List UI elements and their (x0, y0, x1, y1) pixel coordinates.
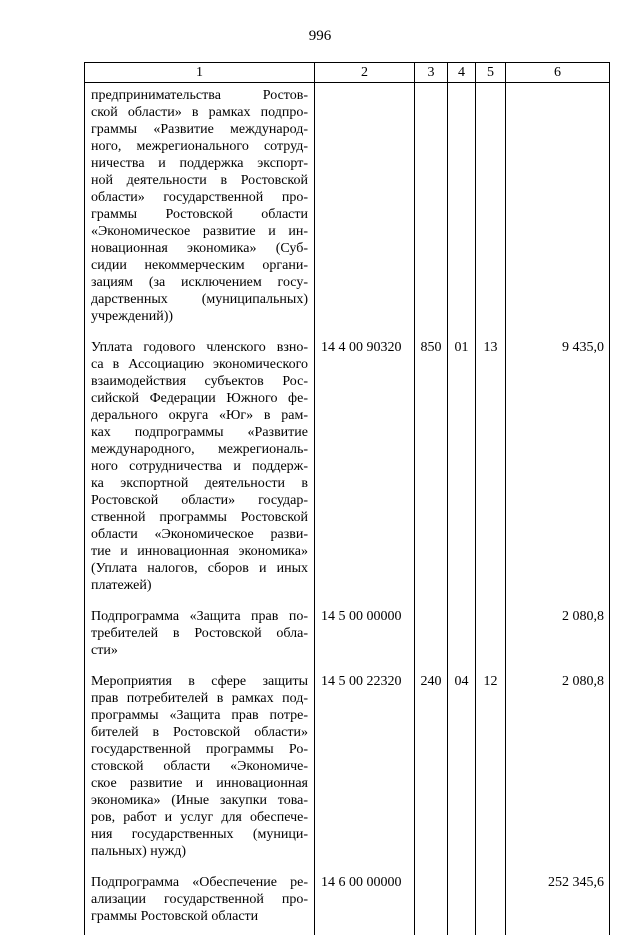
description-line: ализации государственной про- (91, 892, 308, 907)
description-line: ного сотрудничества и поддерж- (91, 459, 308, 474)
amount: 2 080,8 (506, 669, 610, 870)
row-description (85, 83, 315, 336)
description-line: новационная экономика» (Суб- (91, 241, 308, 256)
table-row (85, 335, 610, 604)
description-line: ров, работ и услуг для обеспече- (91, 810, 308, 825)
column-header: 6 (506, 63, 610, 83)
description-line: зациям (за исключением госу- (91, 275, 308, 290)
column-header: 4 (448, 63, 476, 83)
description-line: «Экономическое развитие и ин- (91, 224, 308, 239)
description-line: Ростовской области» государ- (91, 493, 308, 508)
description-line: государственной программы Ро- (91, 742, 308, 757)
description-line: бителей в Ростовской области» (91, 725, 308, 740)
description-line: дерального округа «Юг» в рам- (91, 408, 308, 423)
subsection-code (476, 604, 506, 669)
amount: 2 080,8 (506, 604, 610, 669)
row-description (85, 870, 315, 935)
table-row (85, 669, 610, 870)
row-description (85, 604, 315, 669)
description-line: дарственных (муниципальных) (91, 292, 308, 307)
description-line: требителей в Ростовской обла- (91, 626, 308, 641)
description-line: предпринимательства Ростов- (91, 88, 308, 103)
description-line: платежей) (91, 578, 152, 593)
description-line: международного, межрегиональ- (91, 442, 308, 457)
description-line: са в Ассоциацию экономического (91, 357, 308, 372)
description-line: сидии некоммерческим органи- (91, 258, 308, 273)
expense-type-code (415, 870, 448, 935)
description-line: Подпрограмма «Обеспечение ре- (91, 875, 308, 890)
section-code: 01 (448, 335, 476, 604)
header-row (85, 63, 610, 83)
description-line: ной деятельности в Ростовской (91, 173, 308, 188)
column-header: 3 (415, 63, 448, 83)
expense-type-code (415, 83, 448, 336)
description-line: граммы Ростовской области (91, 207, 308, 222)
description-line: ское развитие и инновационная (91, 776, 308, 791)
description-line: граммы «Развитие международ- (91, 122, 308, 137)
description-line: ничества и поддержка экспорт- (91, 156, 308, 171)
column-header: 5 (476, 63, 506, 83)
description-line: прав потребителей в рамках под- (91, 691, 308, 706)
description-line: экономика» (Иные закупки това- (91, 793, 308, 808)
section-code: 04 (448, 669, 476, 870)
description-line: Мероприятия в сфере защиты (91, 674, 308, 689)
description-line: ственной программы Ростовской (91, 510, 308, 525)
description-line: сийской Федерации Южного фе- (91, 391, 308, 406)
row-description (85, 335, 315, 604)
row-description (85, 669, 315, 870)
budget-code: 14 4 00 90320 (315, 335, 415, 604)
description-line: области «Экономическое разви- (91, 527, 308, 542)
budget-code (315, 83, 415, 336)
budget-code: 14 5 00 00000 (315, 604, 415, 669)
subsection-code: 12 (476, 669, 506, 870)
description-line: стовской области «Экономиче- (91, 759, 308, 774)
subsection-code (476, 870, 506, 935)
subsection-code: 13 (476, 335, 506, 604)
subsection-code (476, 83, 506, 336)
description-line: (Уплата налогов, сборов и иных (91, 561, 308, 576)
description-line: Подпрограмма «Защита прав по- (91, 609, 308, 624)
section-code (448, 604, 476, 669)
description-line: Уплата годового членского взно- (91, 340, 308, 355)
section-code (448, 870, 476, 935)
description-line: сти» (91, 643, 118, 658)
description-line: ного, межрегионального сотруд- (91, 139, 308, 154)
description-line: программы «Защита прав потре- (91, 708, 308, 723)
budget-code: 14 5 00 22320 (315, 669, 415, 870)
budget-code: 14 6 00 00000 (315, 870, 415, 935)
table-row (85, 870, 610, 935)
description-line: граммы Ростовской области (91, 909, 259, 924)
page-number: 996 (308, 28, 332, 44)
amount (506, 83, 610, 336)
amount: 252 345,6 (506, 870, 610, 935)
description-line: взаимодействия субъектов Рос- (91, 374, 308, 389)
description-line: пальных) нужд) (91, 844, 187, 859)
section-code (448, 83, 476, 336)
description-line: тие и инновационная экономика» (91, 544, 308, 559)
budget-table (84, 62, 610, 935)
table-row (85, 604, 610, 669)
expense-type-code (415, 604, 448, 669)
description-line: ния государственных (муници- (91, 827, 308, 842)
column-header: 2 (315, 63, 415, 83)
column-header: 1 (85, 63, 315, 83)
table-row (85, 83, 610, 336)
expense-type-code: 240 (415, 669, 448, 870)
description-line: области» государственной про- (91, 190, 308, 205)
amount: 9 435,0 (506, 335, 610, 604)
expense-type-code: 850 (415, 335, 448, 604)
description-line: ка экспортной деятельности в (91, 476, 308, 491)
description-line: учреждений)) (91, 309, 174, 324)
description-line: ках подпрограммы «Развитие (91, 425, 308, 440)
description-line: ской области» в рамках подпро- (91, 105, 308, 120)
